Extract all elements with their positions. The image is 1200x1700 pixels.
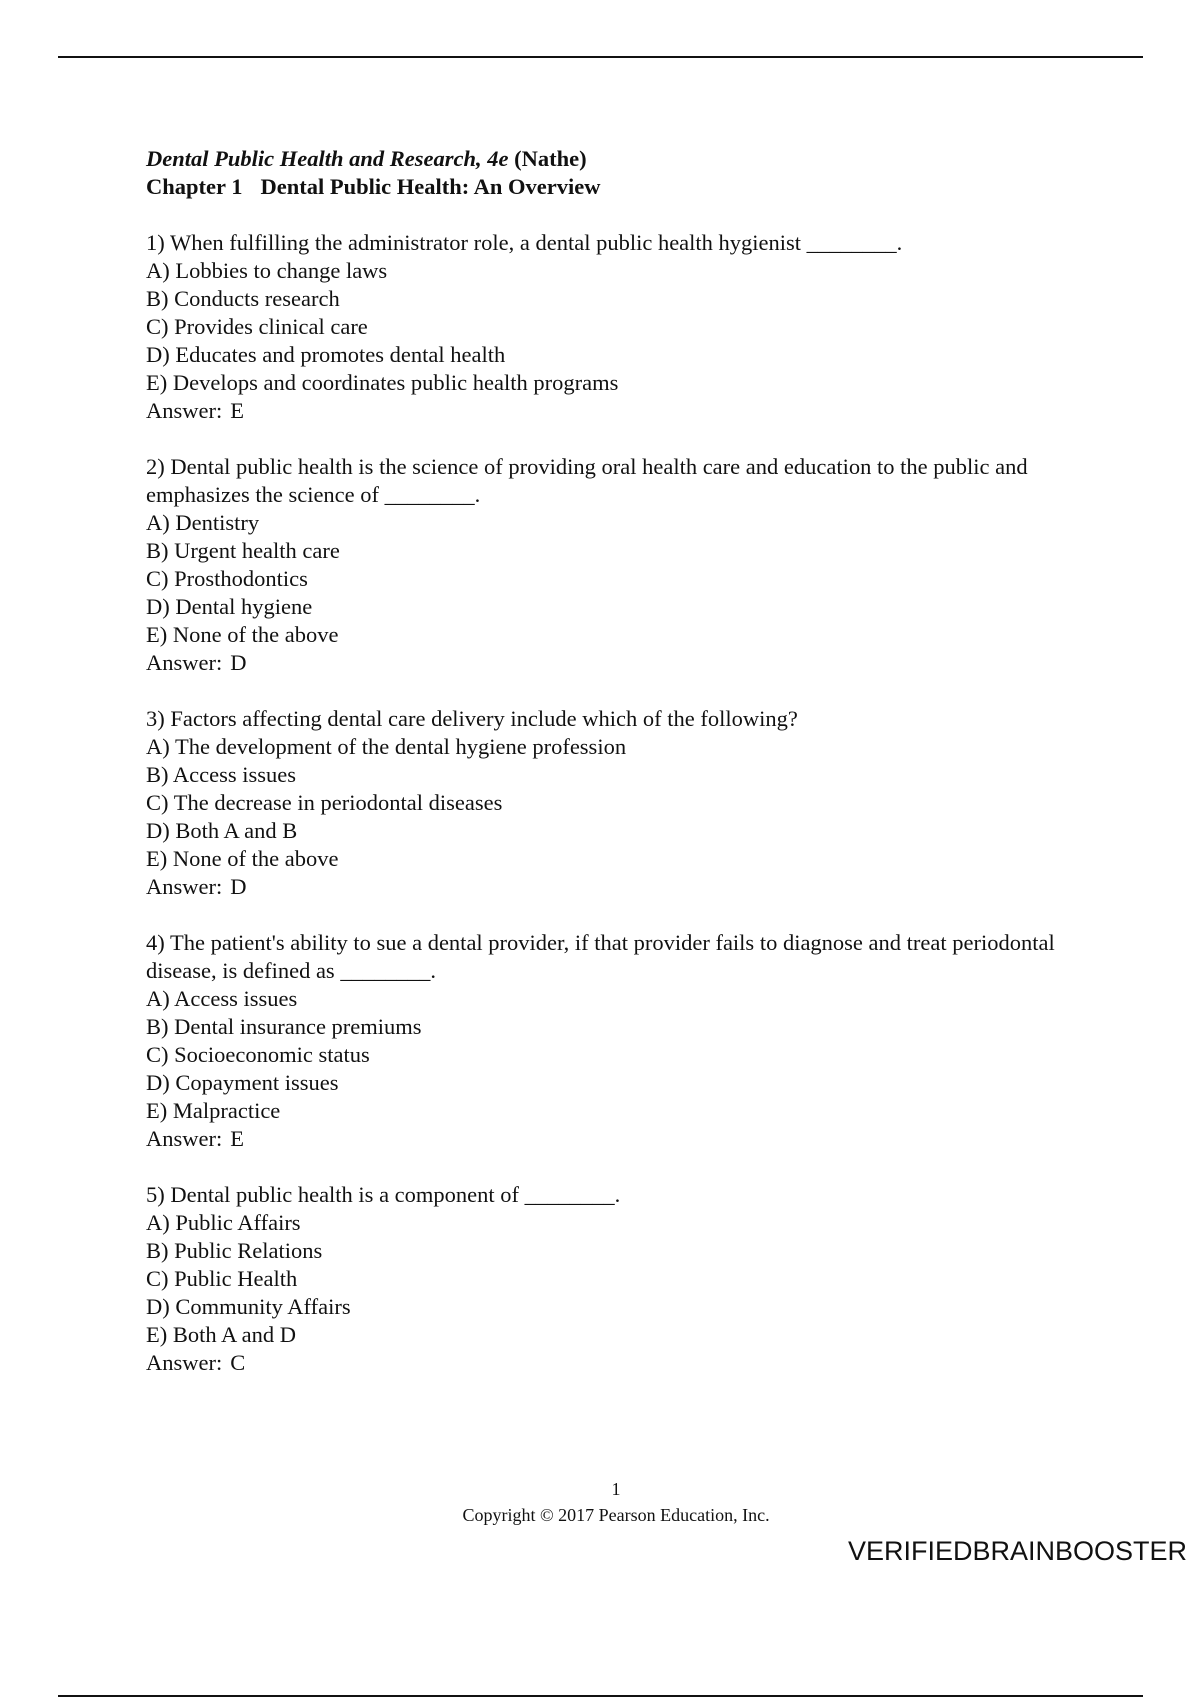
answer-value: D — [230, 874, 247, 899]
answer-option: D) Community Affairs — [146, 1294, 351, 1319]
answer-option: D) Both A and B — [146, 818, 298, 843]
question-5 — [146, 1181, 1086, 1377]
answer-key — [146, 873, 1086, 901]
page-number: 1 — [611, 1479, 621, 1499]
answer-key — [146, 397, 1086, 425]
question-stem: 3) Factors affecting dental care delivery include which of the following? — [146, 706, 798, 731]
answer-option: E) Both A and D — [146, 1322, 296, 1347]
answer-option: D) Dental hygiene — [146, 594, 313, 619]
question-stem: 4) The patient's ability to sue a dental provider, if that provider fails to diagnose and treat periodontal disease, is defined as ________. — [146, 930, 1055, 983]
question-stem: 1) When fulfilling the administrator role, a dental public health hygienist ________. — [146, 230, 903, 255]
page-footer — [0, 1476, 1200, 1528]
answer-value: C — [230, 1350, 246, 1375]
question-stem: 5) Dental public health is a component of ________. — [146, 1182, 621, 1207]
watermark-text: VERIFIEDBRAINBOOSTER — [848, 1536, 1188, 1566]
answer-option: D) Educates and promotes dental health — [146, 342, 506, 367]
answer-value: E — [230, 398, 244, 423]
answer-label: Answer: — [146, 1126, 223, 1151]
answer-key — [146, 1125, 1086, 1153]
answer-option: B) Conducts research — [146, 286, 340, 311]
answer-key — [146, 1349, 1086, 1377]
chapter-title: Dental Public Health: An Overview — [260, 174, 601, 199]
answer-option: A) The development of the dental hygiene profession — [146, 734, 627, 759]
chapter-label: Chapter 1 — [146, 174, 243, 199]
chapter-heading — [146, 173, 1086, 201]
answer-option: A) Public Affairs — [146, 1210, 301, 1235]
answer-option: E) None of the above — [146, 622, 339, 647]
book-title: Dental Public Health and Research, 4e — [146, 146, 509, 171]
copyright-notice: Copyright © 2017 Pearson Education, Inc. — [462, 1505, 770, 1525]
answer-option: B) Public Relations — [146, 1238, 323, 1263]
question-stem: 2) Dental public health is the science of providing oral health care and education to the public and emphasizes the science of ________. — [146, 454, 1028, 507]
answer-option: A) Access issues — [146, 986, 298, 1011]
question-3 — [146, 705, 1086, 901]
answer-option: E) Develops and coordinates public health programs — [146, 370, 619, 395]
answer-value: D — [230, 650, 247, 675]
answer-option: B) Urgent health care — [146, 538, 340, 563]
book-author: (Nathe) — [514, 146, 587, 171]
answer-option: B) Dental insurance premiums — [146, 1014, 422, 1039]
answer-option: C) The decrease in periodontal diseases — [146, 790, 503, 815]
answer-option: C) Socioeconomic status — [146, 1042, 370, 1067]
answer-option: B) Access issues — [146, 762, 296, 787]
question-4 — [146, 929, 1086, 1153]
answer-label: Answer: — [146, 650, 223, 675]
answer-key — [146, 649, 1086, 677]
answer-option: C) Prosthodontics — [146, 566, 308, 591]
answer-option: A) Dentistry — [146, 510, 260, 535]
answer-label: Answer: — [146, 398, 223, 423]
answer-label: Answer: — [146, 874, 223, 899]
book-title-line — [146, 145, 1086, 173]
answer-label: Answer: — [146, 1350, 223, 1375]
answer-value: E — [230, 1126, 244, 1151]
answer-option: C) Public Health — [146, 1266, 298, 1291]
question-1 — [146, 229, 1086, 425]
answer-option: D) Copayment issues — [146, 1070, 339, 1095]
answer-option: C) Provides clinical care — [146, 314, 368, 339]
answer-option: A) Lobbies to change laws — [146, 258, 388, 283]
bottom-divider — [58, 1695, 1143, 1697]
answer-option: E) None of the above — [146, 846, 339, 871]
page-content — [146, 145, 1086, 1377]
answer-option: E) Malpractice — [146, 1098, 281, 1123]
question-2 — [146, 453, 1086, 677]
top-divider — [58, 56, 1143, 58]
